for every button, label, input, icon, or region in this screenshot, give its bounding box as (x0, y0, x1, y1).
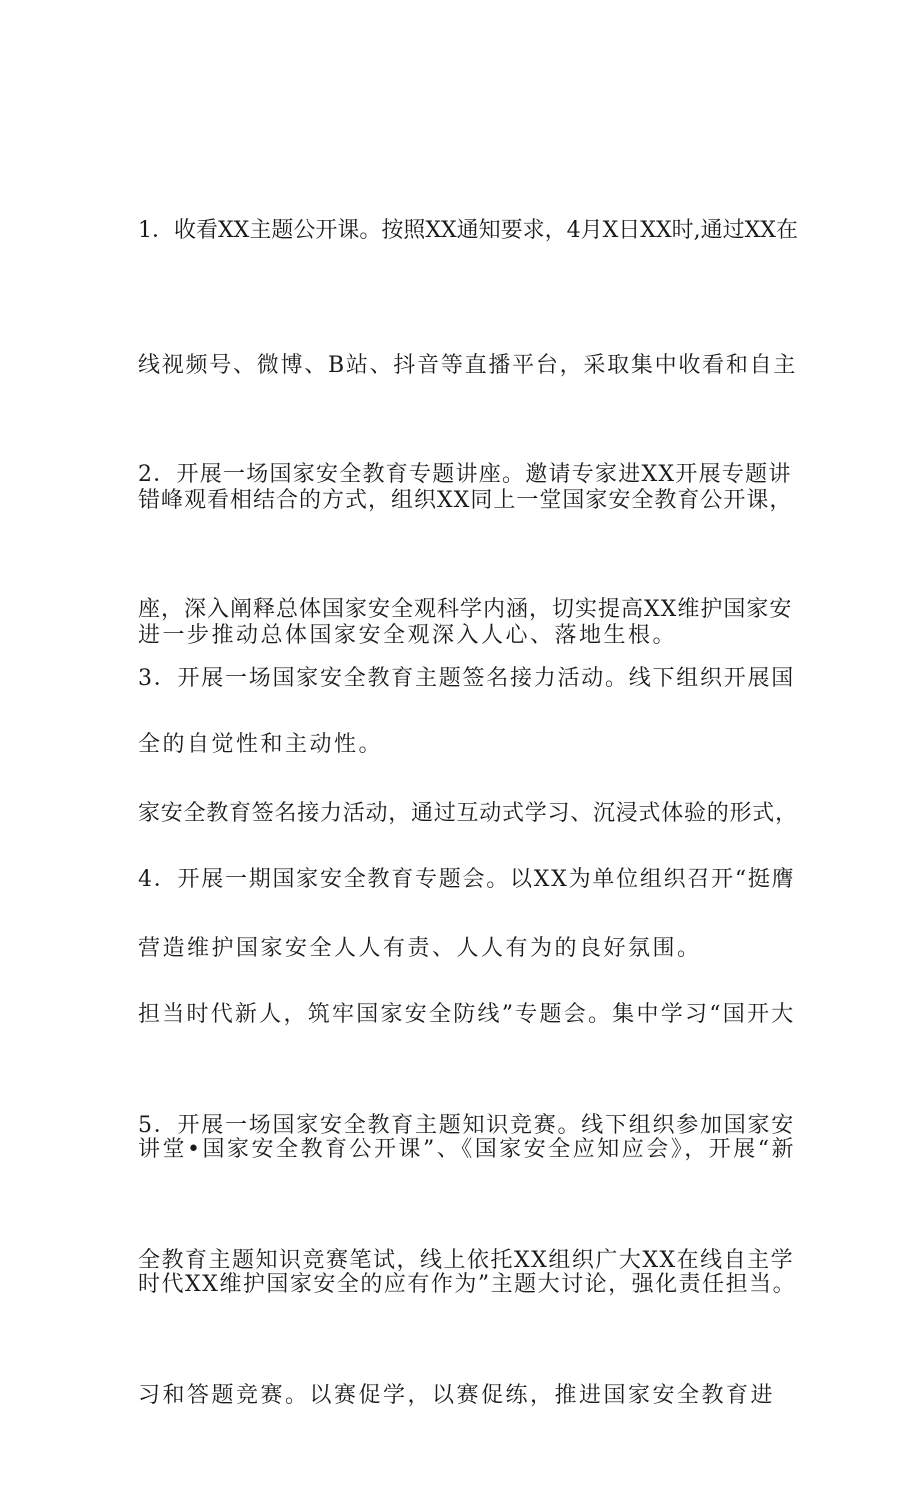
paragraph-line: 全教育主题知识竞赛笔试，线上依托XX组织广大XX在线自主学 (138, 1248, 795, 1273)
paragraph-line: 担当时代新人，筑牢国家安全防线”专题会。集中学习“国开大 (138, 1002, 796, 1027)
paragraph-line: 全的自觉性和主动性。 (138, 732, 384, 757)
paragraph-line: 1．收看XX主题公开课。按照XX通知要求，4月X日XX时,通过XX在 (138, 218, 798, 243)
paragraph-line: 4．开展一期国家安全教育专题会。以XX为单位组织召开“挺膺 (138, 867, 796, 892)
paragraph-line: 进一步推动总体国家安全观深入人心、落地生根。 (138, 623, 678, 648)
paragraph-line: 座，深入阐释总体国家安全观科学内涵，切实提高XX维护国家安 (138, 597, 793, 622)
paragraph-line: 家安全教育签名接力活动，通过互动式学习、沉浸式体验的形式， (138, 801, 798, 826)
paragraph-5 (138, 1013, 798, 1508)
paragraph-line: 习和答题竞赛。以赛促学，以赛促练，推进国家安全教育进 (138, 1383, 776, 1408)
paragraph-line: 错峰观看相结合的方式，组织XX同上一堂国家安全教育公开课， (138, 488, 793, 513)
paragraph-line: 时代XX维护国家安全的应有作为”主题大讨论，强化责任担当。 (138, 1272, 797, 1297)
paragraph-line: 3．开展一场国家安全教育主题签名接力活动。线下组织开展国 (138, 666, 795, 691)
paragraph-line: 讲堂•国家安全教育公开课”、《国家安全应知应会》，开展“新 (138, 1137, 796, 1162)
paragraph-line: 线视频号、微博、B站、抖音等直播平台，采取集中收看和自主 (138, 353, 798, 378)
paragraph-line: 5．开展一场国家安全教育主题知识竞赛。线下组织参加国家安 (138, 1113, 795, 1138)
paragraph-line: 2．开展一场国家安全教育专题讲座。邀请专家进XX开展专题讲 (138, 462, 792, 487)
paragraph-line: 营造维护国家安全人人有责、人人有为的良好氛围。 (138, 936, 702, 961)
